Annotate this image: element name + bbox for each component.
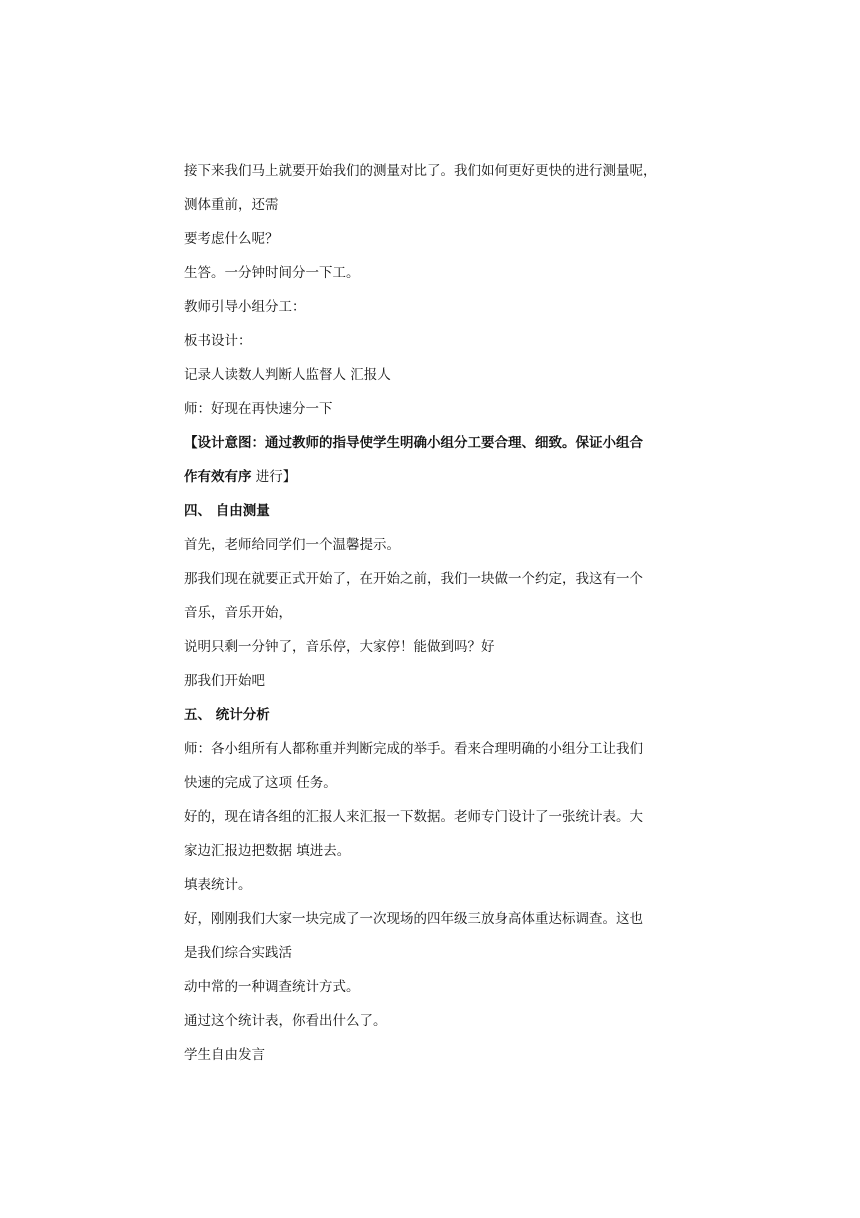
paragraph-one-minute: 说明只剩一分钟了，音乐停，大家停！能做到吗？好	[184, 639, 495, 655]
paragraph-roles: 记录人读数人判断人监督人 汇报人	[184, 367, 391, 383]
paragraph-music: 音乐，音乐开始，	[184, 605, 292, 621]
paragraph-board-design: 板书设计：	[184, 333, 252, 349]
section-heading-statistics: 五、 统计分析	[184, 707, 270, 723]
paragraph-raise-hands: 师：各小组所有人都称重并判断完成的举手。看来合理明确的小组分工让我们	[184, 741, 643, 757]
paragraph-task-done: 快速的完成了这项 任务。	[184, 775, 337, 791]
paragraph-fill-in: 家边汇报边把数据 填进去。	[184, 843, 351, 859]
design-intent-line-1: 【设计意图：通过教师的指导使学生明确小组分工要合理、细致。保证小组合	[184, 435, 643, 451]
paragraph-consider: 要考虑什么呢？	[184, 231, 279, 247]
paragraph-question: 通过这个统计表，你看出什么了。	[184, 1013, 387, 1029]
design-intent-line-2	[184, 468, 296, 486]
paragraph-regroup: 师：好现在再快速分一下	[184, 401, 333, 417]
paragraph-survey: 好，刚刚我们大家一块完成了一次现场的四年级三放身高体重达标调查。这也	[184, 911, 643, 927]
section-heading-free-measure: 四、 自由测量	[184, 503, 270, 519]
paragraph-tip: 首先，老师给同学们一个温馨提示。	[184, 537, 400, 553]
paragraph-intro: 接下来我们马上就要开始我们的测量对比了。我们如何更好更快的进行测量呢，	[184, 163, 657, 179]
design-intent-bold: 作有效有序	[184, 469, 252, 485]
paragraph-free-speech: 学生自由发言	[184, 1047, 265, 1063]
design-intent-tail: 进行】	[251, 469, 297, 485]
paragraph-report: 好的，现在请各组的汇报人来汇报一下数据。老师专门设计了一张统计表。大	[184, 809, 643, 825]
paragraph-fill-table: 填表统计。	[184, 877, 252, 893]
paragraph-weigh: 测体重前，还需	[184, 197, 279, 213]
paragraph-student-answer: 生答。一分钟时间分一下工。	[184, 265, 360, 281]
paragraph-method: 动中常的一种调查统计方式。	[184, 979, 360, 995]
paragraph-start: 那我们开始吧	[184, 673, 265, 689]
paragraph-teacher-guide: 教师引导小组分工：	[184, 299, 306, 315]
paragraph-practice: 是我们综合实践活	[184, 945, 292, 961]
paragraph-agreement: 那我们现在就要正式开始了，在开始之前，我们一块做一个约定，我这有一个	[184, 571, 643, 587]
